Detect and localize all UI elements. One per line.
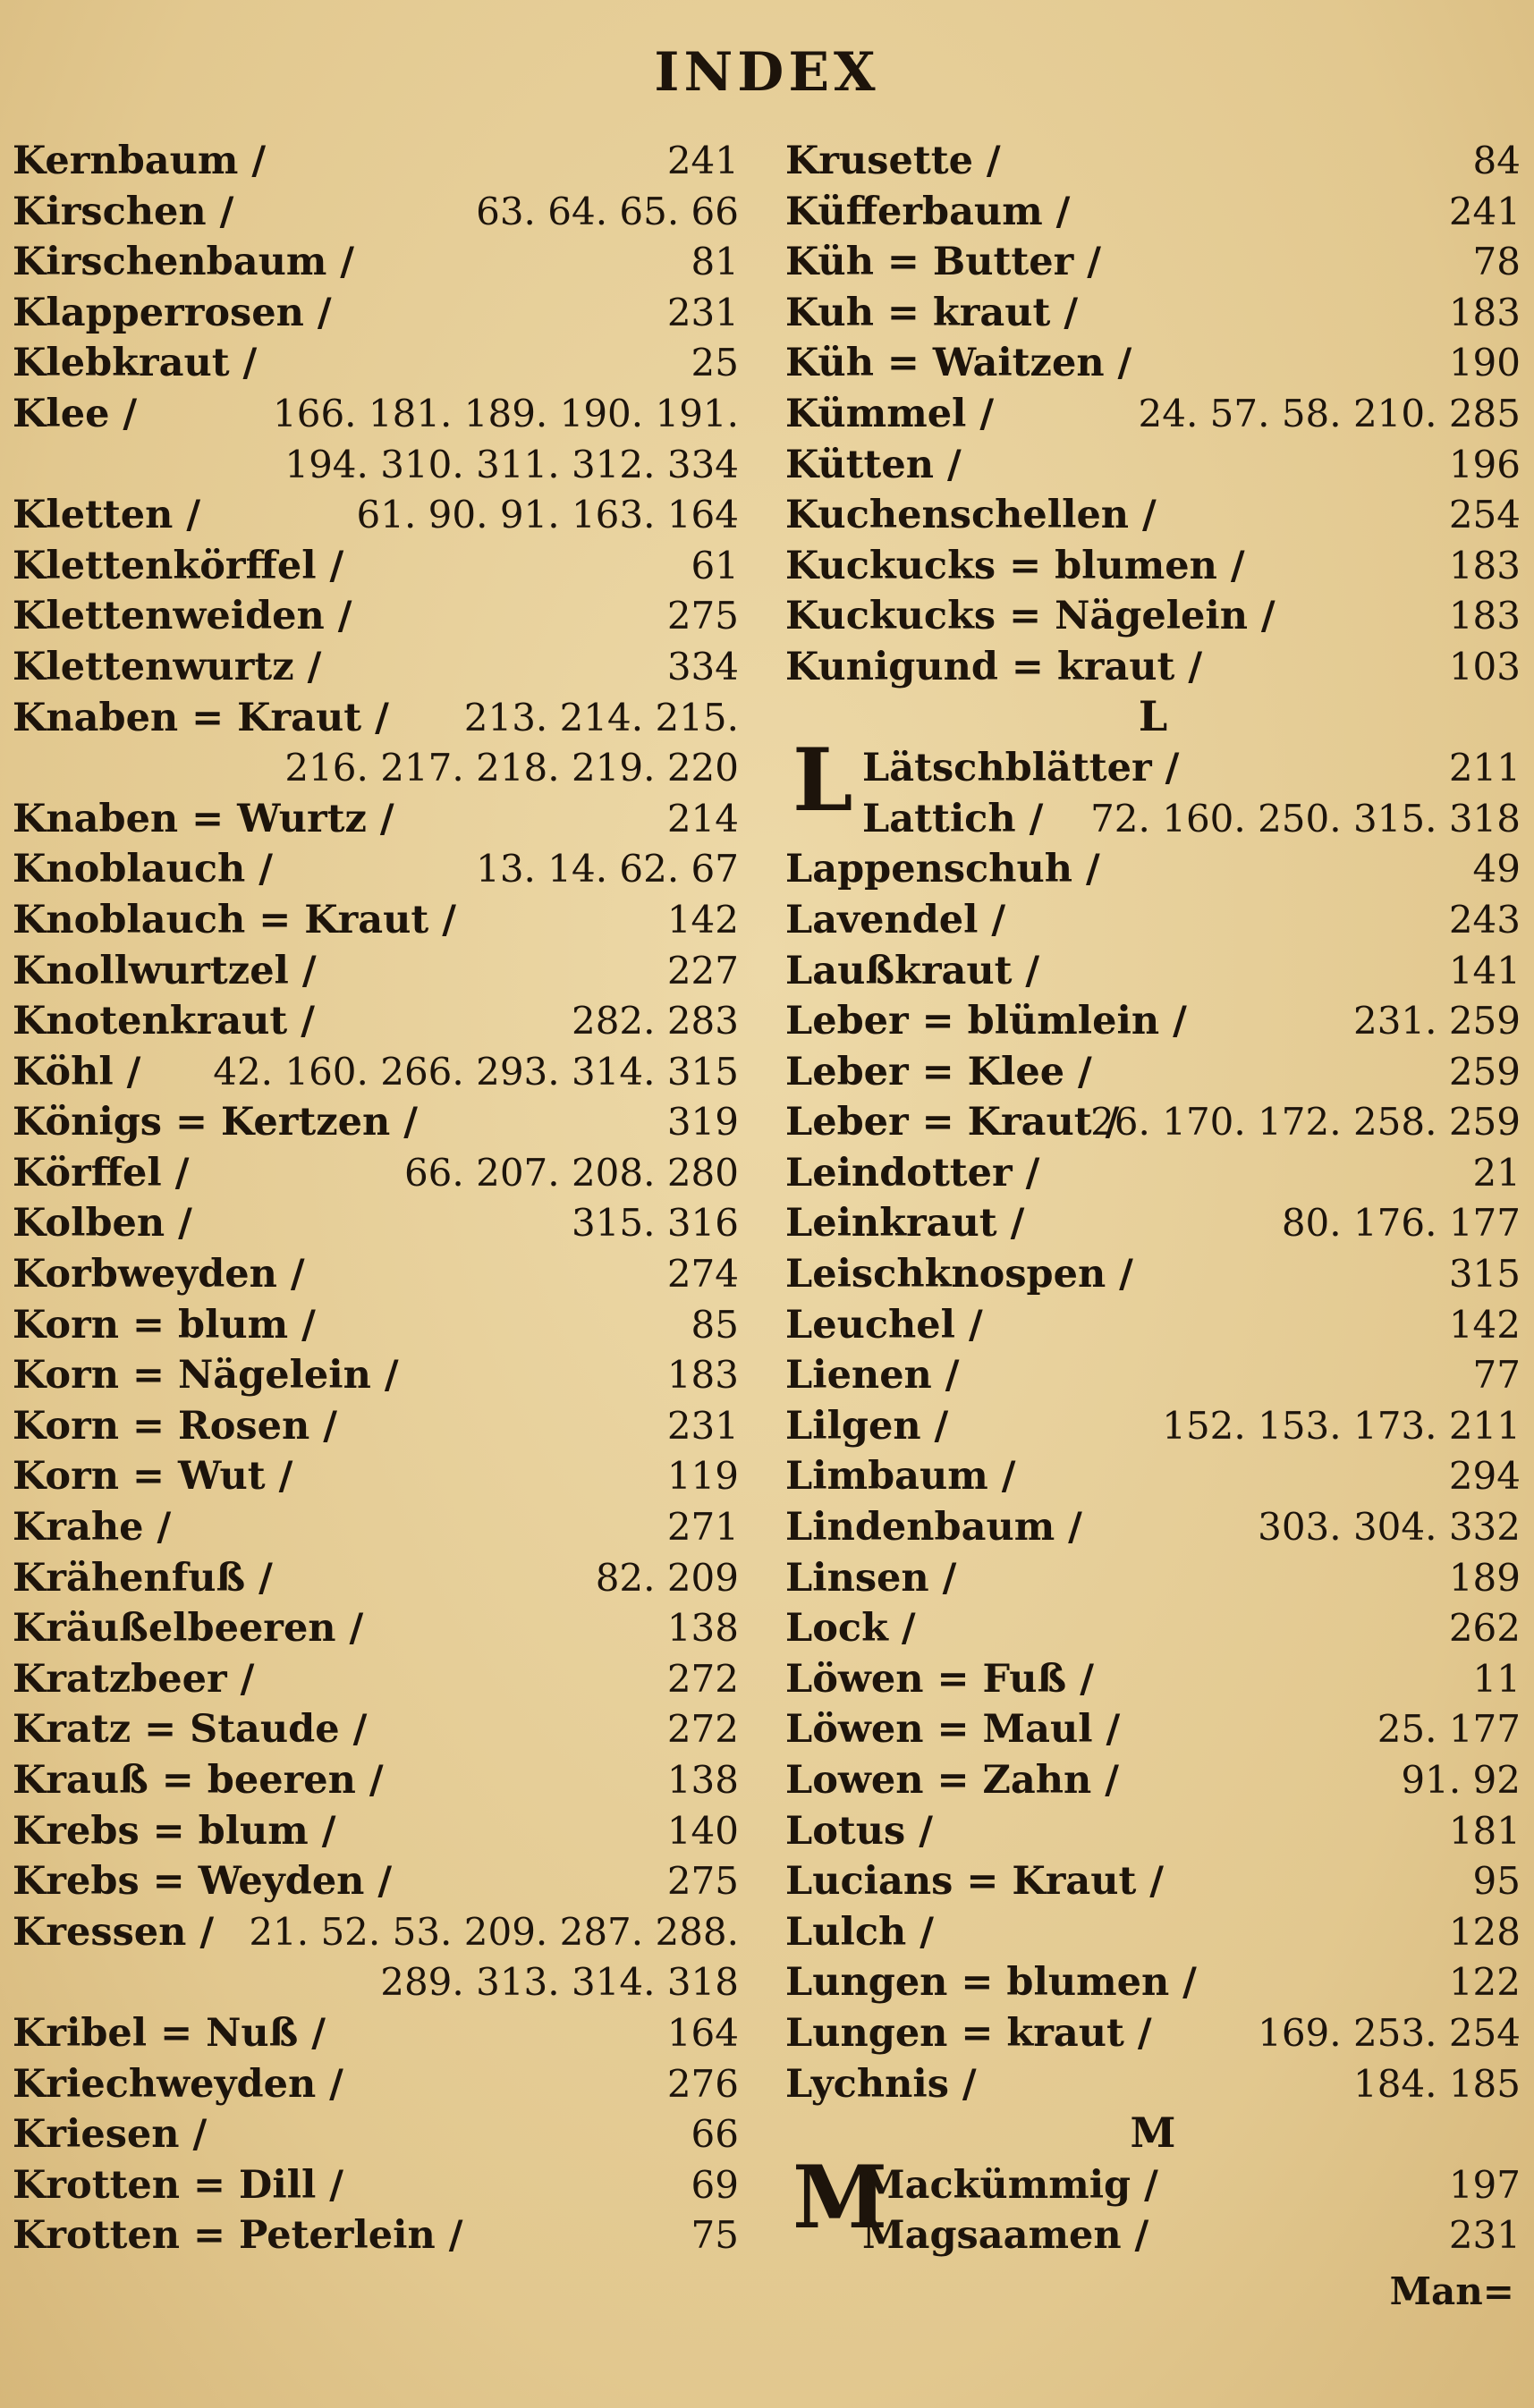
page-numbers: 282. 283 <box>571 999 739 1043</box>
index-entry <box>13 1551 739 1602</box>
index-term: Leuchel / <box>785 1302 983 1348</box>
index-entry <box>785 792 1521 843</box>
page-numbers: 26. 170. 172. 258. 259 <box>1090 1100 1521 1145</box>
page-numbers: 276 <box>666 2061 739 2106</box>
index-term: Knotenkraut / <box>13 999 315 1044</box>
page-numbers: 77 <box>1472 1353 1521 1398</box>
index-entry <box>785 1753 1521 1804</box>
index-term: Leber = blümlein / <box>785 999 1187 1044</box>
page-numbers-continued: 289. 313. 314. 318 <box>380 1960 739 2005</box>
page-numbers: 271 <box>666 1505 739 1550</box>
index-term: Körffel / <box>13 1150 190 1196</box>
page-numbers: 274 <box>666 1252 739 1297</box>
index-entry <box>13 2108 739 2159</box>
index-term: Knoblauch / <box>13 847 273 892</box>
page-numbers: 82. 209 <box>595 1555 739 1600</box>
index-term: Lappenschuh / <box>785 847 1100 892</box>
index-term: Klee / <box>13 391 138 436</box>
index-term: Lychnis / <box>785 2061 977 2107</box>
page-title: INDEX <box>654 41 880 104</box>
index-term: Königs = Kertzen / <box>13 1100 418 1145</box>
page-numbers: 294 <box>1448 1454 1521 1499</box>
index-entry <box>13 691 739 742</box>
index-term: Kirschen / <box>13 189 234 234</box>
index-entry <box>785 336 1521 387</box>
index-term: Löwen = Maul / <box>785 1707 1121 1753</box>
page-numbers: 138 <box>666 1606 739 1651</box>
page-numbers-continued: 216. 217. 218. 219. 220 <box>284 746 739 790</box>
page-numbers: 189 <box>1448 1555 1521 1600</box>
index-entry <box>785 387 1521 438</box>
index-term: Linsen / <box>785 1555 957 1601</box>
letter-heading: L <box>1138 691 1168 740</box>
index-entry <box>785 1247 1521 1298</box>
decorated-initial: M <box>792 2146 888 2248</box>
index-entry <box>13 1298 739 1349</box>
index-term: Leinkraut / <box>785 1201 1025 1246</box>
index-entry <box>13 1399 739 1450</box>
index-entry <box>13 1753 739 1804</box>
index-entry <box>13 792 739 843</box>
index-entry <box>785 438 1521 489</box>
index-entry <box>785 1196 1521 1247</box>
index-entry <box>785 2209 1521 2260</box>
page-numbers: 272 <box>666 1656 739 1701</box>
page-numbers: 254 <box>1448 493 1521 537</box>
index-term: Kümmel / <box>785 391 995 436</box>
page-numbers: 75 <box>691 2213 739 2258</box>
index-entry <box>785 1956 1521 2007</box>
index-entry <box>13 185 739 236</box>
page-numbers: 72. 160. 250. 315. 318 <box>1090 796 1521 841</box>
index-entry <box>13 1804 739 1855</box>
page-numbers: 11 <box>1472 1656 1521 1701</box>
index-entry <box>785 1399 1521 1450</box>
index-entry <box>13 1702 739 1753</box>
page-numbers: 319 <box>666 1100 739 1145</box>
index-entry <box>785 1348 1521 1399</box>
index-entry <box>785 1652 1521 1703</box>
index-term: Kolben / <box>13 1201 192 1246</box>
index-entry <box>785 1855 1521 1905</box>
index-entry <box>785 842 1521 893</box>
index-entry <box>13 1247 739 1298</box>
index-term: Lienen / <box>785 1353 960 1398</box>
index-entry <box>13 994 739 1045</box>
index-term: Korn = Nägelein / <box>13 1353 399 1398</box>
page-numbers: 231. 259 <box>1352 999 1521 1043</box>
index-entry <box>13 235 739 286</box>
page-numbers: 152. 153. 173. 211 <box>1162 1403 1521 1448</box>
index-entry <box>13 1956 739 2007</box>
page-numbers: 85 <box>691 1302 739 1347</box>
index-entry <box>785 1500 1521 1551</box>
index-entry <box>785 286 1521 337</box>
index-entry <box>13 1652 739 1703</box>
index-term: Leber = Kraut / <box>785 1100 1120 1145</box>
page-numbers: 275 <box>666 1859 739 1904</box>
index-entry <box>785 134 1521 185</box>
page-numbers: 122 <box>1448 1960 1521 2005</box>
page-numbers: 95 <box>1472 1859 1521 1904</box>
index-term: Leber = Klee / <box>785 1049 1092 1094</box>
index-entry <box>785 539 1521 590</box>
index-entry <box>785 1449 1521 1500</box>
index-term: Klettenwurtz / <box>13 644 322 689</box>
page-numbers: 119 <box>666 1454 739 1499</box>
page-numbers: 334 <box>666 644 739 689</box>
page-numbers: 25. 177 <box>1377 1707 1521 1752</box>
index-entry <box>785 1298 1521 1349</box>
index-term: Knoblauch = Kraut / <box>13 897 456 942</box>
index-entry <box>785 185 1521 236</box>
index-entry <box>785 1146 1521 1197</box>
index-term: Kribel = Nuß / <box>13 2010 326 2056</box>
page-numbers: 211 <box>1448 746 1521 790</box>
index-entry <box>13 286 739 337</box>
index-term: Korn = Wut / <box>13 1454 293 1500</box>
index-term: Krebs = blum / <box>13 1808 336 1854</box>
index-term: Lätschblätter / <box>862 746 1180 791</box>
page-numbers: 128 <box>1448 1909 1521 1954</box>
page-numbers: 24. 57. 58. 210. 285 <box>1138 391 1521 435</box>
page-numbers: 80. 176. 177 <box>1281 1201 1521 1246</box>
index-entry <box>13 387 739 438</box>
index-column-right <box>785 134 1521 2260</box>
index-entry <box>785 589 1521 640</box>
index-entry <box>13 589 739 640</box>
page-numbers: 262 <box>1448 1606 1521 1651</box>
page-numbers: 21. 52. 53. 209. 287. 288. <box>249 1909 739 1954</box>
index-entry <box>785 640 1521 691</box>
index-term: Knaben = Kraut / <box>13 695 389 740</box>
index-entry <box>785 1804 1521 1855</box>
index-term: Klettenkörffel / <box>13 543 344 588</box>
page-numbers: 241 <box>1448 189 1521 233</box>
index-term: Kernbaum / <box>13 139 267 183</box>
index-term: Krahe / <box>13 1505 172 1550</box>
index-entry <box>13 1196 739 1247</box>
index-entry <box>785 1551 1521 1602</box>
index-term: Krähenfuß / <box>13 1555 273 1601</box>
index-term: Lavendel / <box>785 897 1006 942</box>
index-entry <box>785 1601 1521 1652</box>
page-numbers: 214 <box>666 796 739 841</box>
page-numbers: 69 <box>691 2162 739 2207</box>
index-entry <box>785 994 1521 1045</box>
index-term: Lotus / <box>785 1808 933 1854</box>
page-numbers: 197 <box>1448 2162 1521 2207</box>
page-numbers: 61 <box>691 543 739 587</box>
page-numbers: 166. 181. 189. 190. 191. <box>273 391 739 435</box>
index-term: Lindenbaum / <box>785 1505 1082 1550</box>
index-term: Lock / <box>785 1606 916 1652</box>
index-term: Kriesen / <box>13 2112 208 2158</box>
page-numbers: 49 <box>1472 847 1521 891</box>
page-numbers: 190 <box>1448 341 1521 385</box>
index-entry <box>13 1348 739 1399</box>
index-term: Korn = Rosen / <box>13 1403 337 1449</box>
index-column-left <box>13 134 739 2260</box>
index-entry <box>785 893 1521 944</box>
index-entry <box>13 539 739 590</box>
index-entry <box>13 336 739 387</box>
index-entry <box>13 1855 739 1905</box>
page-numbers: 164 <box>666 2010 739 2055</box>
page-numbers: 275 <box>666 594 739 638</box>
index-entry <box>785 944 1521 995</box>
index-entry <box>13 893 739 944</box>
index-term: Lucians = Kraut / <box>785 1859 1165 1905</box>
page-numbers: 13. 14. 62. 67 <box>476 847 739 891</box>
page-numbers: 138 <box>666 1758 739 1802</box>
page-numbers: 231 <box>666 290 739 334</box>
index-term: Klapperrosen / <box>13 290 332 335</box>
index-entry <box>13 1045 739 1096</box>
page-numbers: 141 <box>1448 948 1521 993</box>
index-entry <box>13 2007 739 2057</box>
index-entry <box>13 1601 739 1652</box>
index-term: Lulch / <box>785 1909 934 1955</box>
index-entry <box>785 1045 1521 1096</box>
index-entry <box>785 1702 1521 1753</box>
index-term: Knaben = Wurtz / <box>13 796 394 841</box>
page-numbers: 183 <box>666 1353 739 1398</box>
page-numbers: 231 <box>666 1403 739 1448</box>
page-numbers: 169. 253. 254 <box>1258 2010 1521 2055</box>
page-numbers: 241 <box>666 139 739 182</box>
index-entry <box>785 235 1521 286</box>
index-term: Korn = blum / <box>13 1302 316 1348</box>
page-numbers: 21 <box>1472 1150 1521 1195</box>
index-term: Kunigund = kraut / <box>785 644 1203 689</box>
index-term: Klebkraut / <box>13 341 258 386</box>
index-entry <box>13 1449 739 1500</box>
index-entry <box>13 1905 739 1956</box>
index-entry <box>13 944 739 995</box>
index-entry <box>785 1095 1521 1146</box>
index-term: Kletten / <box>13 493 201 538</box>
index-term: Klettenweiden / <box>13 594 352 639</box>
index-term: Leischknospen / <box>785 1252 1133 1297</box>
index-entry <box>13 640 739 691</box>
index-entry <box>785 2007 1521 2057</box>
index-term: Krotten = Peterlein / <box>13 2213 463 2259</box>
page-numbers: 183 <box>1448 543 1521 587</box>
index-term: Krusette / <box>785 139 1001 183</box>
index-term: Lowen = Zahn / <box>785 1758 1119 1803</box>
page-numbers: 142 <box>1448 1302 1521 1347</box>
page-numbers: 227 <box>666 948 739 993</box>
index-term: Kressen / <box>13 1909 215 1955</box>
index-term: Krebs = Weyden / <box>13 1859 393 1905</box>
page-numbers: 315. 316 <box>571 1201 739 1246</box>
page-numbers: 183 <box>1448 290 1521 334</box>
letter-heading: M <box>1130 2108 1176 2158</box>
index-term: Kuckucks = blumen / <box>785 543 1245 588</box>
index-term: Krauß = beeren / <box>13 1758 384 1803</box>
index-entry <box>13 1095 739 1146</box>
page-numbers: 231 <box>1448 2213 1521 2258</box>
page-numbers: 103 <box>1448 644 1521 689</box>
page-numbers: 243 <box>1448 897 1521 942</box>
page-numbers: 91. 92 <box>1401 1758 1521 1802</box>
index-term: Lungen = blumen / <box>785 1960 1197 2006</box>
index-entry <box>13 1146 739 1197</box>
index-term: Mackümmig / <box>862 2162 1158 2208</box>
index-term: Laußkraut / <box>785 948 1040 993</box>
page-numbers: 78 <box>1472 240 1521 284</box>
index-term: Lattich / <box>862 796 1044 841</box>
index-term: Kuchenschellen / <box>785 493 1157 538</box>
page-numbers: 184. 185 <box>1352 2061 1521 2106</box>
index-entry <box>13 134 739 185</box>
page-numbers: 25 <box>691 341 739 385</box>
index-term: Kuckucks = Nägelein / <box>785 594 1276 639</box>
index-term: Köhl / <box>13 1049 141 1094</box>
page-numbers: 61. 90. 91. 163. 164 <box>356 493 739 537</box>
page-numbers: 183 <box>1448 594 1521 638</box>
index-entry <box>13 2209 739 2260</box>
index-entry <box>13 2057 739 2108</box>
index-term: Leindotter / <box>785 1150 1040 1196</box>
index-entry <box>785 2057 1521 2108</box>
page-numbers: 259 <box>1448 1049 1521 1094</box>
page-numbers: 181 <box>1448 1808 1521 1853</box>
index-term: Lilgen / <box>785 1403 949 1449</box>
index-term: Küh = Waitzen / <box>785 341 1132 386</box>
index-entry <box>13 842 739 893</box>
page-numbers-continued: 194. 310. 311. 312. 334 <box>284 442 739 486</box>
catchword: Man= <box>1389 2269 1514 2313</box>
index-term: Lungen = kraut / <box>785 2010 1152 2056</box>
index-term: Korbweyden / <box>13 1252 305 1297</box>
index-term: Löwen = Fuß / <box>785 1656 1094 1702</box>
decorated-initial: L <box>792 730 853 832</box>
page-numbers: 140 <box>666 1808 739 1853</box>
index-term: Knollwurtzel / <box>13 948 317 993</box>
page-numbers: 42. 160. 266. 293. 314. 315 <box>213 1049 739 1094</box>
page-numbers: 66 <box>691 2112 739 2157</box>
page-numbers: 196 <box>1448 442 1521 486</box>
index-term: Kräußelbeeren / <box>13 1606 364 1652</box>
index-term: Krotten = Dill / <box>13 2162 343 2208</box>
page-numbers: 142 <box>666 897 739 942</box>
index-term: Kriechweyden / <box>13 2061 343 2107</box>
index-entry <box>13 741 739 792</box>
page-numbers: 84 <box>1472 139 1521 182</box>
index-term: Kratz = Staude / <box>13 1707 368 1753</box>
index-entry <box>785 488 1521 539</box>
index-term: Kütten / <box>785 442 962 487</box>
index-term: Küh = Butter / <box>785 240 1101 285</box>
page-numbers: 272 <box>666 1707 739 1752</box>
index-entry <box>13 1500 739 1551</box>
index-entry <box>13 488 739 539</box>
page-numbers: 66. 207. 208. 280 <box>403 1150 739 1195</box>
index-term: Küfferbaum / <box>785 189 1071 234</box>
index-term: Limbaum / <box>785 1454 1016 1500</box>
index-entry <box>13 2159 739 2209</box>
page-numbers: 315 <box>1448 1252 1521 1297</box>
index-entry <box>13 438 739 489</box>
index-term: Kratzbeer / <box>13 1656 255 1702</box>
page-numbers: 303. 304. 332 <box>1258 1505 1521 1550</box>
page-numbers: 213. 214. 215. <box>463 695 739 739</box>
index-term: Kirschenbaum / <box>13 240 355 285</box>
index-term: Kuh = kraut / <box>785 290 1079 335</box>
page-numbers: 63. 64. 65. 66 <box>476 189 739 233</box>
index-entry <box>785 1905 1521 1956</box>
page-numbers: 81 <box>691 240 739 284</box>
index-term: Magsaamen / <box>862 2213 1149 2259</box>
